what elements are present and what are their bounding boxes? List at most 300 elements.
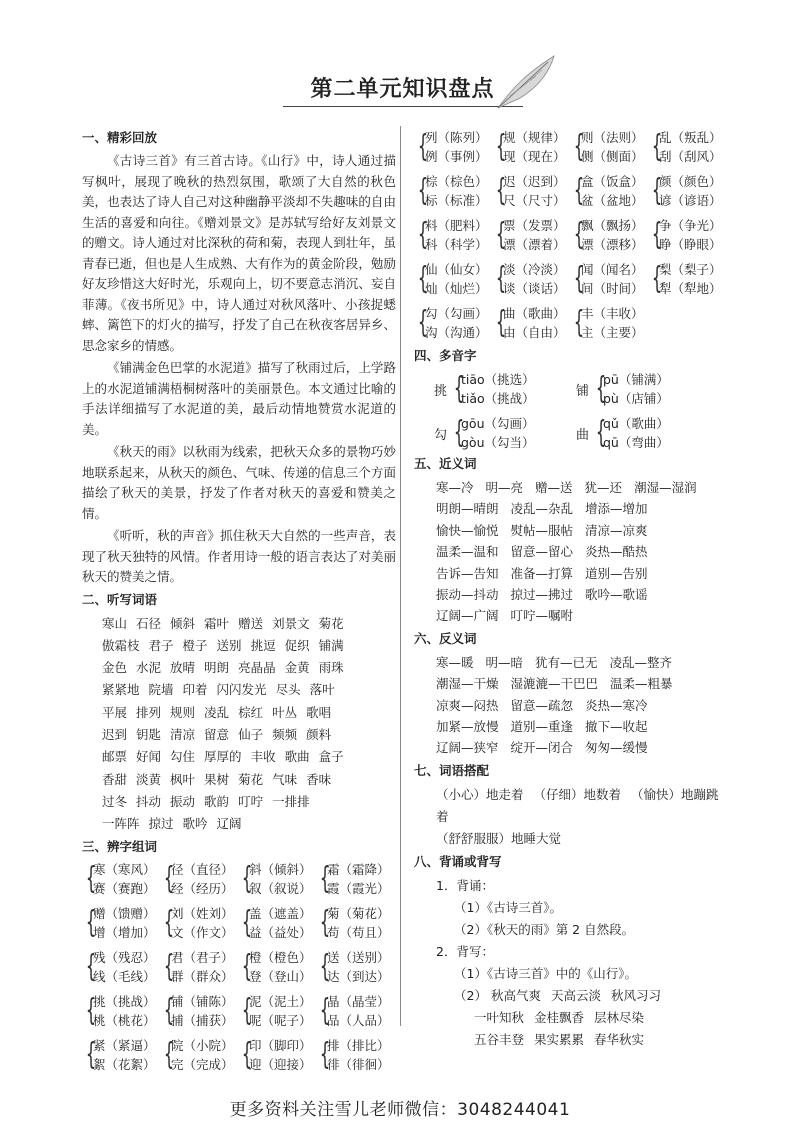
- char-pair: [650, 260, 728, 298]
- pair-word: 由（自由）: [503, 325, 566, 340]
- word: 振动: [170, 793, 196, 809]
- pair-word: 印（脚印）: [249, 1038, 312, 1054]
- collocation: （愉快）地蹦跳着: [436, 786, 719, 824]
- antonym-row: [436, 652, 734, 673]
- page-title: 第二单元知识盘点: [310, 77, 495, 102]
- pair-lines: [659, 260, 722, 298]
- polyphone-reading: pù（店铺）: [603, 391, 669, 406]
- synonym: 准备—打算: [510, 565, 574, 581]
- synonym: 潮湿—湿润: [634, 480, 697, 495]
- brace-icon: {: [573, 173, 585, 208]
- synonym: 掠过—拂过: [510, 587, 574, 603]
- pair-lines: [581, 128, 644, 166]
- brace-icon: {: [417, 261, 429, 296]
- polyphone-readings: [461, 414, 535, 452]
- pair-lines: [581, 260, 644, 298]
- pair-word: 谈（谈话）: [503, 281, 566, 296]
- pair-word: 仙（仙女）: [425, 262, 488, 277]
- pair-lines: [171, 992, 234, 1030]
- brace-icon: {: [163, 861, 175, 897]
- word: 菊花: [238, 771, 264, 787]
- word: 君子: [148, 637, 174, 653]
- brace-icon: {: [85, 949, 97, 985]
- synonym: 辽阔—广阔: [436, 608, 499, 624]
- char-pair: [572, 128, 650, 166]
- char-pair: [572, 172, 650, 210]
- pair-word: 乱（叛乱）: [659, 130, 722, 145]
- idiom-row: [414, 1007, 734, 1029]
- write-item-prefix: （2）: [454, 987, 487, 1003]
- word: 棕红: [238, 704, 264, 720]
- char-pair: [318, 948, 396, 986]
- brace-icon: {: [453, 415, 465, 450]
- char-pair: [650, 172, 728, 210]
- polyphone-reading: tiāo（挑选）: [461, 372, 535, 387]
- pair-word: 主（主要）: [581, 325, 644, 340]
- polyphone-item: [576, 414, 696, 452]
- paragraph: 《铺满金色巴掌的水泥道》描写了秋雨过后，上学路上的水泥道铺满梧桐树落叶的美丽景色。本文通过比喻的手法详细描写了水泥道的美，最后动情地赞赏水泥道的美。: [82, 360, 396, 437]
- recite-item: （2）《秋天的雨》第 2 自然段。: [454, 921, 635, 937]
- word: 菊花: [318, 615, 344, 631]
- brace-icon: {: [573, 305, 585, 340]
- pair-word: 列（陈列）: [425, 130, 488, 145]
- pair-word: 捕（捕获）: [171, 1013, 234, 1029]
- section-heading: 三、辨字组词: [82, 839, 158, 855]
- pair-lines: [171, 1036, 234, 1074]
- antonym: 绽开—闭合: [510, 740, 574, 756]
- pair-word: 登（登山）: [249, 969, 312, 985]
- idiom: 秋高气爽: [490, 987, 541, 1003]
- pair-word: 达（到达）: [327, 969, 390, 985]
- synonym: 清凉—凉爽: [585, 522, 648, 538]
- synonym-row: [436, 520, 734, 541]
- pair-lines: [327, 992, 390, 1030]
- pair-word: 径（直径）: [171, 862, 234, 878]
- synonym: 歌吟—歌谣: [585, 587, 648, 603]
- pair-word: 科（科学）: [425, 237, 488, 252]
- word: 印着: [182, 682, 208, 698]
- synonym-rows: [414, 477, 734, 627]
- paragraph: 《古诗三首》有三首古诗。《山行》中，诗人通过描写枫叶，展现了晚秋的热烈氛围，歌颂了大自然的秋色美，也表达了诗人自己对这种幽静平淡却不失趣味的自由生活的喜爱和向往。《赠刘景文》是苏轼写给好友刘景文的赠文。诗人通过对比深秋的荷和菊，表现人到壮年，虽青春已逝，但也是人生成熟、大有作为的黄金阶段，勉励好友珍惜这大好时光，乐观向上，切不要意志消沉、妄自菲薄。《夜书所见》中，诗人通过对秋风落叶、小孩捉蟋蟀、篱笆下的灯火的描写，抒发了自己在秋夜客居异乡、思念家乡的情感。: [82, 153, 396, 353]
- brace-icon: {: [85, 905, 97, 941]
- word: 平展: [102, 704, 128, 720]
- word: 钥匙: [136, 726, 162, 742]
- pair-lines: [93, 948, 156, 986]
- char-pair: [84, 860, 162, 898]
- char-pair: [318, 860, 396, 898]
- brace-icon: {: [85, 1037, 97, 1073]
- synonym: 明—亮: [485, 480, 524, 495]
- pair-word: 闻（闻名）: [581, 262, 644, 277]
- antonym-row: [436, 716, 734, 737]
- pair-word: 叙（叙说）: [249, 881, 312, 897]
- polyphone-reading: qǔ（歌曲）: [603, 416, 669, 431]
- word: 好闻: [136, 749, 162, 765]
- synonym: 熨帖—服帖: [510, 522, 574, 538]
- pair-lines: [249, 948, 312, 986]
- idiom: 春华秋实: [594, 1031, 645, 1047]
- synonym: 振动—抖动: [436, 587, 499, 603]
- brace-icon: {: [495, 129, 507, 164]
- brace-icon: {: [163, 1037, 175, 1073]
- char-pair-grid: [84, 860, 396, 1074]
- char-pair-grid: [416, 128, 734, 342]
- char-pair: [416, 128, 494, 166]
- word: 淡黄: [136, 771, 162, 787]
- pair-word: 霞（霞光）: [327, 881, 390, 897]
- word: 闪闪发光: [216, 682, 267, 698]
- pair-word: 经（经历）: [171, 881, 234, 897]
- brace-icon: {: [163, 905, 175, 941]
- pair-word: 睁（睁眼）: [659, 237, 722, 252]
- word-row: [102, 657, 396, 679]
- brace-icon: {: [241, 861, 253, 897]
- char-pair: [494, 128, 572, 166]
- char-pair: [572, 304, 650, 342]
- paragraph: 《听听，秋的声音》抓住秋天大自然的一些声音，表现了秋天独特的风情。作者用诗一般的语言表达了对美丽秋天的赞美之情。: [82, 528, 396, 584]
- pair-word: 争（争光）: [659, 218, 722, 233]
- pair-word: 紧（紧逼）: [93, 1038, 156, 1054]
- section-paragraphs: [82, 151, 396, 588]
- pair-word: 文（作文）: [171, 925, 234, 941]
- word-row: [102, 635, 396, 657]
- pair-lines: [503, 260, 566, 298]
- synonym: 明朗—晴朗: [436, 501, 499, 517]
- section-heading: 七、词语搭配: [414, 762, 490, 778]
- polyphone-char: 曲: [576, 427, 590, 443]
- brace-icon: {: [319, 905, 331, 941]
- brace-icon: {: [241, 993, 253, 1029]
- polyphone-reading: tiǎo（挑战）: [461, 391, 535, 406]
- pair-word: 呢（呢子）: [249, 1013, 312, 1029]
- pair-word: 菊（菊花）: [327, 906, 390, 922]
- brace-icon: {: [495, 217, 507, 252]
- write-label: 2．背写：: [436, 943, 494, 959]
- word: 歌吟: [182, 816, 208, 832]
- pair-lines: [327, 860, 390, 898]
- word: 橙子: [182, 637, 208, 653]
- pair-lines: [249, 1036, 312, 1074]
- recite-label: 1．背诵：: [436, 877, 494, 893]
- antonym: 凉爽—闷热: [436, 697, 499, 713]
- brace-icon: {: [417, 305, 429, 340]
- word: 霜叶: [204, 615, 230, 631]
- pair-word: 漂（漂移）: [581, 237, 644, 252]
- word: 频频: [272, 726, 298, 742]
- collocation-row: [436, 784, 734, 828]
- pair-lines: [503, 216, 566, 254]
- brace-icon: {: [453, 371, 465, 406]
- brace-icon: {: [495, 261, 507, 296]
- pair-word: 迎（迎接）: [249, 1057, 312, 1073]
- pair-word: 丰（丰收）: [581, 306, 644, 321]
- word: 赠送: [238, 615, 264, 631]
- synonym: 寒—冷: [436, 480, 474, 495]
- antonym: 撤下—收起: [585, 719, 648, 735]
- pair-word: 斜（倾斜）: [249, 862, 312, 878]
- pair-word: 挑（挑战）: [93, 994, 156, 1010]
- word: 送别: [216, 637, 242, 653]
- pair-word: 群（群众）: [171, 969, 234, 985]
- synonym: 赠—送: [535, 480, 573, 495]
- pair-word: 谚（谚语）: [659, 193, 722, 208]
- idiom: 一叶知秋: [474, 1009, 525, 1025]
- word: 放晴: [170, 660, 196, 676]
- word: 金色: [102, 660, 128, 676]
- feather-icon: [490, 52, 560, 112]
- pair-word: 例（事例）: [425, 149, 488, 164]
- pair-word: 院（小院）: [171, 1038, 234, 1054]
- pair-word: 泥（泥土）: [249, 994, 312, 1010]
- char-pair: [162, 948, 240, 986]
- pair-word: 灿（灿烂）: [425, 281, 488, 296]
- polyphone-reading: gōu（勾画）: [461, 416, 535, 431]
- pair-word: 赛（赛跑）: [93, 881, 156, 897]
- word-row: [102, 746, 396, 768]
- brace-icon: {: [85, 993, 97, 1029]
- word-row: [102, 813, 396, 835]
- pair-word: 侧（侧面）: [581, 149, 644, 164]
- pair-word: 盒（饭盒）: [581, 174, 644, 189]
- pair-word: 规（规律）: [503, 130, 566, 145]
- pair-word: 勾（勾画）: [425, 306, 488, 321]
- char-pair: [416, 172, 494, 210]
- brace-icon: {: [241, 949, 253, 985]
- word: 果树: [204, 771, 230, 787]
- pair-word: 增（增加）: [93, 925, 156, 941]
- word: 辽阔: [216, 816, 242, 832]
- word-row: [102, 724, 396, 746]
- polyphone-readings: [603, 370, 669, 408]
- brace-icon: {: [495, 305, 507, 340]
- polyphone-char: 勾: [434, 427, 448, 443]
- char-pair: [240, 1036, 318, 1074]
- synonym-row: [436, 498, 734, 519]
- word: 清凉: [170, 726, 196, 742]
- word-row: [102, 679, 396, 701]
- char-pair: [416, 260, 494, 298]
- char-pair: [84, 904, 162, 942]
- word: 留意: [204, 726, 230, 742]
- brace-icon: {: [417, 173, 429, 208]
- idiom-rows: [414, 1007, 734, 1051]
- word: 石径: [136, 615, 162, 631]
- brace-icon: {: [417, 217, 429, 252]
- write-item: （1）《古诗三首》中的《山行》。: [454, 965, 637, 981]
- pair-word: 淡（冷淡）: [503, 262, 566, 277]
- collocation-row: [436, 828, 734, 850]
- recite-item: （1）《古诗三首》。: [454, 899, 562, 915]
- pair-word: 曲（歌曲）: [503, 306, 566, 321]
- antonym: 温柔—粗暴: [610, 676, 673, 692]
- pair-lines: [249, 904, 312, 942]
- pair-word: 完（完成）: [171, 1057, 234, 1073]
- brace-icon: {: [85, 861, 97, 897]
- brace-icon: {: [651, 261, 663, 296]
- brace-icon: {: [573, 261, 585, 296]
- word: 颜料: [306, 726, 332, 742]
- pair-word: 漂（漂着）: [503, 237, 566, 252]
- pair-word: 霜（霜降）: [327, 862, 390, 878]
- pair-lines: [171, 948, 234, 986]
- brace-icon: {: [651, 129, 663, 164]
- pair-lines: [171, 904, 234, 942]
- pair-word: 犁（犁地）: [659, 281, 722, 296]
- brace-icon: {: [163, 949, 175, 985]
- brace-icon: {: [163, 993, 175, 1029]
- brace-icon: {: [241, 1037, 253, 1073]
- antonym: 辽阔—狭窄: [436, 740, 499, 756]
- section-heading: 五、近义词: [414, 456, 477, 471]
- footer-text: 更多资料关注雪儿老师微信：3048244041: [229, 1100, 571, 1120]
- pair-word: 沟（沟通）: [425, 325, 488, 340]
- antonym: 留意—疏忽: [510, 697, 574, 713]
- antonym-rows: [414, 652, 734, 759]
- pair-word: 品（人品）: [327, 1013, 390, 1029]
- pair-word: 徘（徘徊）: [327, 1057, 390, 1073]
- synonym: 留意—留心: [510, 544, 574, 560]
- brace-icon: {: [319, 949, 331, 985]
- pair-lines: [327, 904, 390, 942]
- synonym-row: [436, 563, 734, 584]
- char-pair: [162, 904, 240, 942]
- pair-word: 寒（寒风）: [93, 862, 156, 878]
- word-row: [102, 769, 396, 791]
- pair-word: 益（益处）: [249, 925, 312, 941]
- pair-lines: [503, 128, 566, 166]
- synonym: 犹—还: [584, 480, 623, 495]
- pair-word: 则（法则）: [581, 130, 644, 145]
- synonym: 增添—增加: [585, 501, 648, 517]
- synonym: 道别—告别: [585, 565, 648, 581]
- polyphone-item: [434, 370, 576, 408]
- char-pair: [84, 948, 162, 986]
- word: 盒子: [318, 749, 344, 765]
- word: 歌韵: [204, 793, 230, 809]
- synonym-row: [436, 541, 734, 562]
- char-pair: [494, 216, 572, 254]
- word: 落叶: [309, 682, 335, 698]
- synonym-row: [436, 584, 734, 605]
- word: 金黄: [284, 660, 310, 676]
- polyphone-item: [576, 370, 696, 408]
- synonym: 炎热—酷热: [585, 544, 648, 560]
- char-pair: [240, 948, 318, 986]
- char-pair: [572, 260, 650, 298]
- polyphone-char: 挑: [434, 383, 448, 399]
- char-pair: [416, 216, 494, 254]
- word-row: [102, 702, 396, 724]
- section-heading: 一、精彩回放: [82, 130, 158, 145]
- char-pair: [162, 860, 240, 898]
- char-pair: [318, 904, 396, 942]
- pair-lines: [503, 304, 566, 342]
- word: 促织: [284, 637, 310, 653]
- column-divider: [400, 126, 401, 1026]
- idiom: 秋风习习: [610, 987, 661, 1003]
- word: 明朗: [204, 660, 230, 676]
- word: 抖动: [136, 793, 162, 809]
- pair-word: 迟（迟到）: [503, 174, 566, 189]
- antonym: 加紧—放慢: [436, 719, 499, 735]
- brace-icon: {: [319, 993, 331, 1029]
- dictation-words: [82, 613, 396, 836]
- brace-icon: {: [417, 129, 429, 164]
- antonym: 寒—暖: [436, 654, 474, 670]
- idiom: 金桂飘香: [534, 1009, 585, 1025]
- word: 倾斜: [170, 615, 196, 631]
- pair-word: 桃（桃花）: [93, 1013, 156, 1029]
- synonym-row: [436, 605, 734, 626]
- word: 枫叶: [170, 771, 196, 787]
- pair-word: 刘（姓刘）: [171, 906, 234, 922]
- char-pair: [494, 260, 572, 298]
- word: 厚厚的: [204, 749, 242, 765]
- polyphone-reading: pū（铺满）: [603, 372, 669, 387]
- synonym: 告诉—告知: [436, 565, 499, 581]
- pair-lines: [581, 304, 644, 342]
- brace-icon: {: [651, 217, 663, 252]
- polyphone-grid: [434, 370, 734, 452]
- antonym: 湿漉漉—干巴巴: [510, 676, 599, 692]
- word: 一排排: [272, 793, 310, 809]
- pair-lines: [659, 128, 722, 166]
- pair-word: 盆（盆地）: [581, 193, 644, 208]
- char-pair: [162, 992, 240, 1030]
- word: 傲霜枝: [102, 637, 140, 653]
- polyphone-reading: qū（弯曲）: [603, 435, 669, 450]
- antonym: 潮湿—干燥: [436, 676, 499, 692]
- collocation: （仔细）地数着: [533, 786, 622, 802]
- pair-lines: [659, 216, 722, 254]
- write-item: [414, 985, 734, 1007]
- polyphone-item: [434, 414, 576, 452]
- pair-word: 料（肥料）: [425, 218, 488, 233]
- word: 歌唱: [306, 704, 332, 720]
- pair-lines: [425, 260, 488, 298]
- antonym-row: [436, 695, 734, 716]
- polyphone-char: 铺: [576, 383, 590, 399]
- antonym: 炎热—寒冷: [585, 697, 648, 713]
- word: 雨珠: [318, 660, 344, 676]
- pair-lines: [171, 860, 234, 898]
- char-pair: [240, 904, 318, 942]
- pair-word: 絮（花絮）: [93, 1057, 156, 1073]
- word: 亮晶晶: [238, 660, 276, 676]
- pair-lines: [93, 992, 156, 1030]
- section-heading: 二、听写词语: [82, 591, 158, 607]
- brace-icon: {: [595, 415, 607, 450]
- pair-lines: [425, 172, 488, 210]
- antonym: 犹有—已无: [535, 654, 598, 670]
- word: 铺满: [318, 637, 344, 653]
- pair-lines: [659, 172, 722, 210]
- word: 香甜: [102, 771, 128, 787]
- word-row: [102, 613, 396, 635]
- synonym: 温柔—温和: [436, 544, 499, 560]
- word: 歌曲: [284, 749, 310, 765]
- pair-word: 晶（晶莹）: [327, 994, 390, 1010]
- pair-word: 残（残忍）: [93, 950, 156, 966]
- brace-icon: {: [651, 173, 663, 208]
- char-pair: [572, 216, 650, 254]
- pair-lines: [425, 304, 488, 342]
- brace-icon: {: [495, 173, 507, 208]
- char-pair: [240, 992, 318, 1030]
- idiom-row: [414, 1029, 734, 1051]
- brace-icon: {: [595, 371, 607, 406]
- word: 仙子: [238, 726, 264, 742]
